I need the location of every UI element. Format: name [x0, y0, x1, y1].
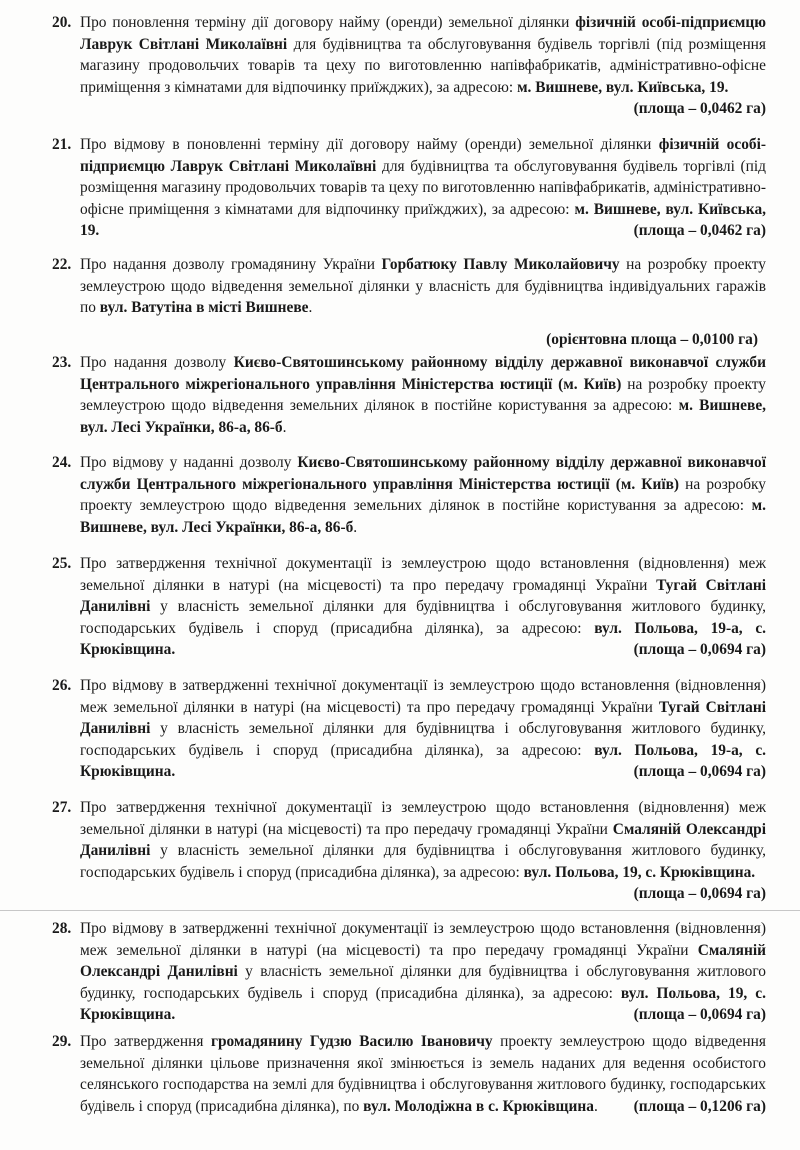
list-item-24: [52, 452, 766, 538]
list-item-25: [52, 553, 766, 661]
item-text: Про затвердження технічної документації із землеустрою щодо встановлення (відновлення) меж земельної ділянки в натурі (на місцевості) та про передачу громадянці України Тугай Світлані Данилівні у власність земельної ділянки для будівництва і обслуговування житлового будинку, господарських будівель і споруд (присадибна ділянка), за адресою: вул. Польова, 19-а, с. Крюківщина. (площа – 0,0694 га): [80, 553, 766, 661]
item-number: 27.: [52, 799, 72, 816]
item-number: 29.: [52, 1033, 72, 1050]
list-item-27: [52, 797, 766, 905]
area-value: (площа – 0,0462 га): [633, 100, 766, 118]
item-number: 28.: [52, 920, 72, 937]
item-number: 20.: [52, 14, 72, 31]
area-value: (площа – 0,0694 га): [633, 763, 766, 781]
area-value: (площа – 0,1206 га): [633, 1097, 766, 1115]
area-value: (площа – 0,0462 га): [633, 222, 766, 240]
item-text: Про затвердження технічної документації із землеустрою щодо встановлення (відновлення) меж земельної ділянки в натурі (на місцевості) та про передачу громадянці України Смаляній Олександрі Данилівні у власність земельної ділянки для будівництва і обслуговування житлового будинку, господарських будівель і споруд (присадибна ділянка), за адресою: вул. Польова, 19, с. Крюківщина. (площа – 0,0694 га): [80, 797, 766, 883]
item-number: 25.: [52, 555, 72, 572]
item-number: 26.: [52, 677, 72, 694]
list-item-29: [52, 1031, 766, 1117]
scan-artifact-line: [0, 910, 800, 911]
area-value: (орієнтовна площа – 0,0100 га): [546, 330, 758, 348]
item-number: 23.: [52, 354, 72, 371]
list-item-21: [52, 134, 766, 242]
item-text: Про відмову в затвердженні технічної документації із землеустрою щодо встановлення (відновлення) меж земельної ділянки в натурі (на місцевості) та про передачу громадянці України Тугай Світлані Данилівні у власність земельної ділянки для будівництва і обслуговування житлового будинку, господарських будівель і споруд (присадибна ділянка), за адресою: вул. Польова, 19-а, с. Крюківщина. (площа – 0,0694 га): [80, 675, 766, 783]
item-text: Про затвердження громадянину Гудзю Василю Івановичу проекту землеустрою щодо відведення земельної ділянки цільове призначення якої змінюється із земель наданих для ведення особистого селянського господарства на землі для будівництва і обслуговування житлового будинку, господарських будівель і споруд (присадибна ділянка), по вул. Молодіжна в с. Крюківщина. (площа – 0,1206 га): [80, 1031, 766, 1117]
item-text: Про надання дозволу громадянину України Горбатюку Павлу Миколайовичу на розробку проекту землеустрою щодо відведення земельної ділянки у власність для будівництва індивідуальних гаражів по вул. Ватутіна в місті Вишневе. (орієнтовна площа – 0,0100 га): [80, 254, 766, 350]
area-value: (площа – 0,0694 га): [633, 885, 766, 903]
list-item-23: [52, 352, 766, 438]
area-value: (площа – 0,0694 га): [633, 641, 766, 659]
list-item-26: [52, 675, 766, 783]
item-text: Про відмову в поновленні терміну дії договору найму (оренди) земельної ділянки фізичній особі-підприємцю Лаврук Світлані Миколаївні для будівництва та обслуговування будівель торгівлі (під розміщення магазину продовольчих товарів та цеху по виготовленню напівфабрикатів, адміністративно-офісне приміщення з кімнатами для відпочинку приїжджих), за адресою: м. Вишневе, вул. Київська, 19. (площа – 0,0462 га): [80, 134, 766, 242]
item-text: Про поновлення терміну дії договору найму (оренди) земельної ділянки фізичній особі-підприємцю Лаврук Світлані Миколаївні для будівництва та обслуговування будівель торгівлі (під розміщення магазину продовольчих товарів та цеху по виготовленню напівфабрикатів, адміністративно-офісне приміщення з кімнатами для відпочинку приїжджих), за адресою: м. Вишневе, вул. Київська, 19. (площа – 0,0462 га): [80, 12, 766, 98]
item-text: Про відмову в затвердженні технічної документації із землеустрою щодо встановлення (відновлення) меж земельної ділянки в натурі (на місцевості) та про передачу громадянці України Смаляній Олександрі Данилівні у власність земельної ділянки для будівництва і обслуговування житлового будинку, господарських будівель і споруд (присадибна ділянка), за адресою: вул. Польова, 19, с. Крюківщина. (площа – 0,0694 га): [80, 918, 766, 1026]
item-number: 22.: [52, 256, 72, 273]
list-item-28: [52, 918, 766, 1026]
area-value: (площа – 0,0694 га): [633, 1006, 766, 1024]
list-item-22: [52, 254, 766, 350]
item-text: Про відмову у наданні дозволу Києво-Святошинському районному відділу державної виконавчої служби Центрального міжрегіонального управління Міністерства юстиції (м. Київ) на розробку проекту землеустрою щодо відведення земельних ділянок в постійне користування за адресою: м. Вишневе, вул. Лесі Українки, 86-а, 86-б.: [80, 454, 767, 536]
item-number: 21.: [52, 136, 72, 153]
item-number: 24.: [52, 454, 72, 471]
list-item-20: [52, 12, 766, 120]
item-text: Про надання дозволу Києво-Святошинському районному відділу державної виконавчої служби Центрального міжрегіонального управління Міністерства юстиції (м. Київ) на розробку проекту землеустрою щодо відведення земельних ділянок в постійне користування за адресою: м. Вишневе, вул. Лесі Українки, 86-а, 86-б.: [80, 354, 766, 436]
